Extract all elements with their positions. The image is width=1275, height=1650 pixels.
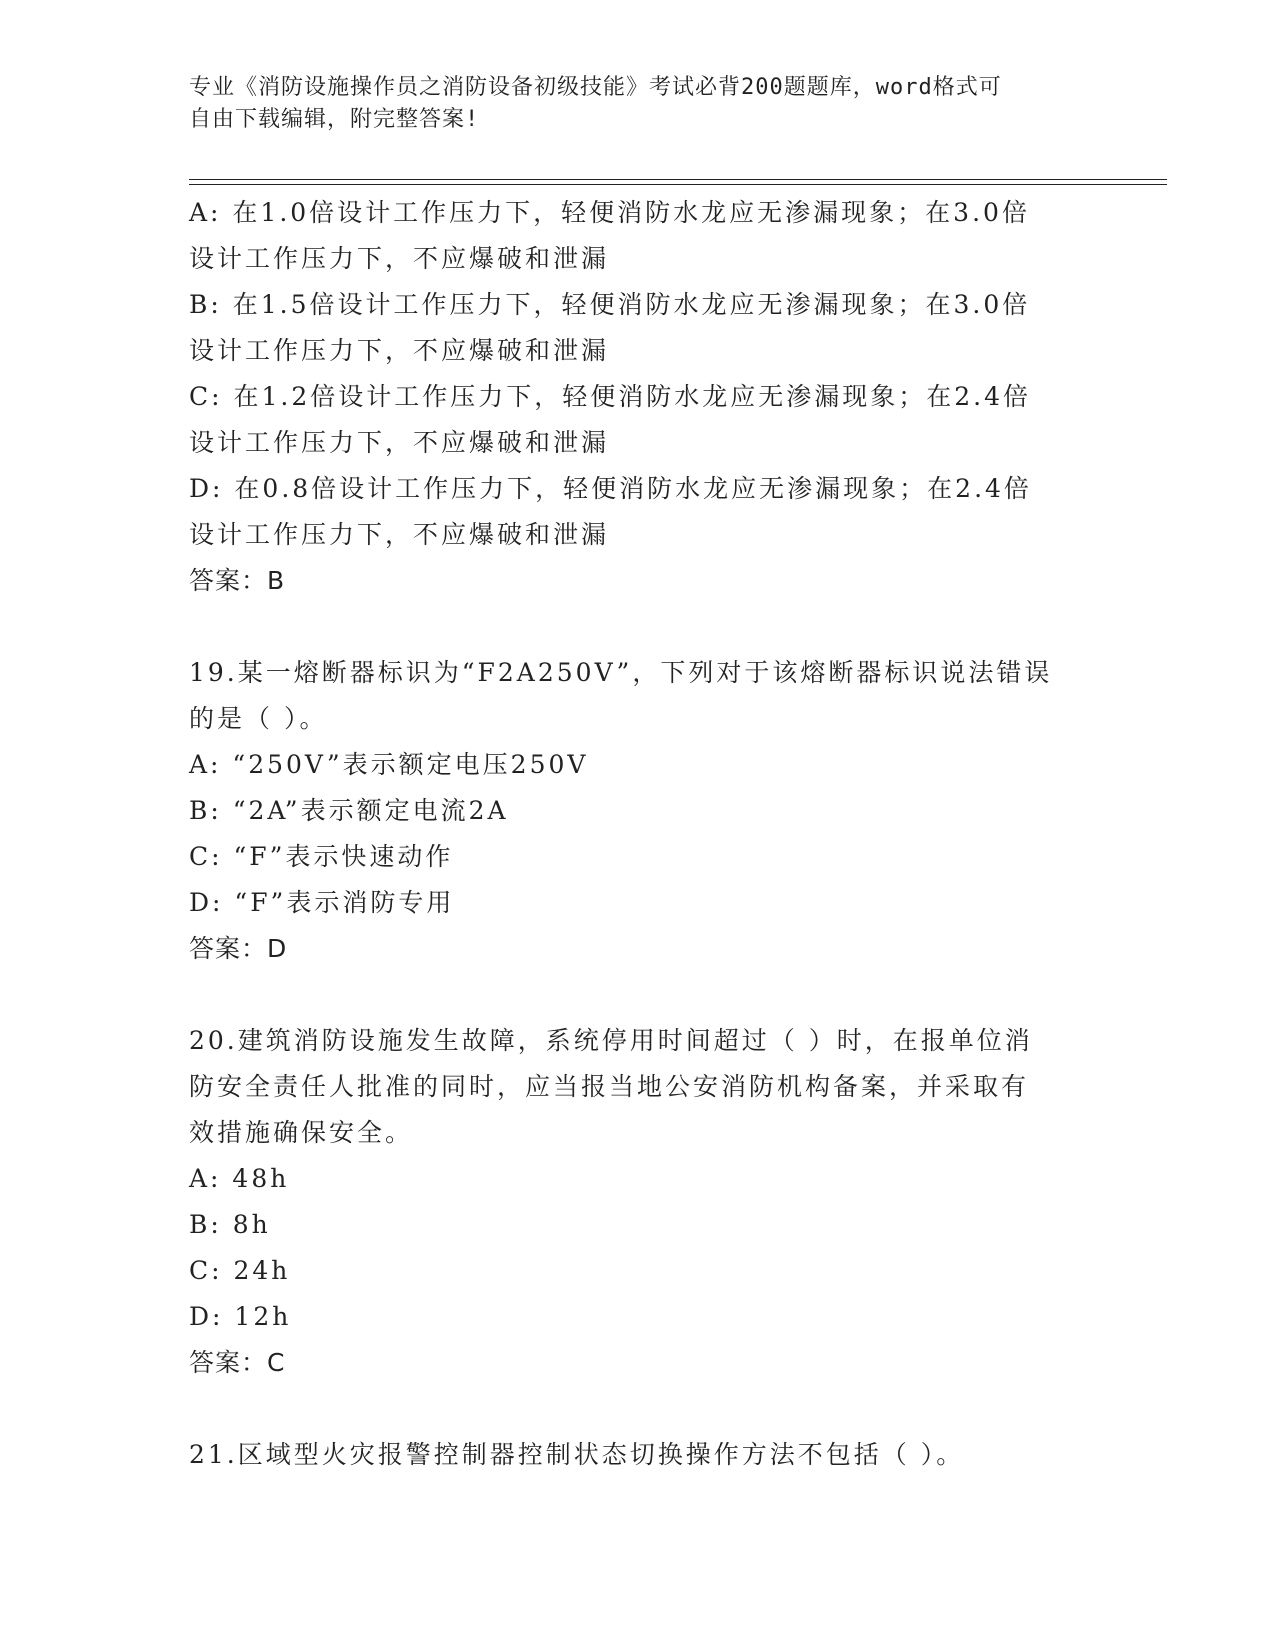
option-a-line-1: A: 在1.0倍设计工作压力下，轻便消防水龙应无渗漏现象；在3.0倍 [189, 198, 1030, 227]
option-b: B: 8h [189, 1210, 271, 1239]
question-19-stem-line-2: 的是（ ）。 [189, 704, 328, 733]
header-divider-bottom [189, 184, 1167, 185]
question-19-stem-line-1: 19.某一熔断器标识为“F2A250V”，下列对于该熔断器标识说法错误 [189, 658, 1053, 687]
question-20-stem-line-2: 防安全责任人批准的同时，应当报当地公安消防机构备案，并采取有 [189, 1072, 1030, 1101]
spacer [189, 604, 1089, 650]
question-20-stem-line-1: 20.建筑消防设施发生故障，系统停用时间超过（ ）时，在报单位消 [189, 1026, 1033, 1055]
option-d: D: “F”表示消防专用 [189, 888, 455, 917]
option-c: C: 24h [189, 1256, 291, 1285]
answer-18: 答案：B [189, 566, 286, 595]
option-a: A: 48h [189, 1164, 290, 1193]
header-divider-top [189, 179, 1167, 180]
spacer [189, 972, 1089, 1018]
option-b-line-1: B: 在1.5倍设计工作压力下，轻便消防水龙应无渗漏现象；在3.0倍 [189, 290, 1031, 319]
header-line-1: 专业《消防设施操作员之消防设备初级技能》考试必背200题题库，word格式可 [189, 75, 1002, 100]
question-20-stem-line-3: 效措施确保安全。 [189, 1118, 414, 1147]
question-19 [189, 650, 1089, 972]
option-d-line-1: D: 在0.8倍设计工作压力下，轻便消防水龙应无渗漏现象；在2.4倍 [189, 474, 1032, 503]
question-20 [189, 1018, 1089, 1386]
option-a-line-2: 设计工作压力下，不应爆破和泄漏 [189, 244, 610, 273]
question-21 [189, 1432, 1089, 1478]
option-d-line-2: 设计工作压力下，不应爆破和泄漏 [189, 520, 610, 549]
question-21-stem-line-1: 21.区域型火灾报警控制器控制状态切换操作方法不包括（ ）。 [189, 1440, 965, 1469]
answer-20: 答案：C [189, 1348, 286, 1377]
option-c-line-2: 设计工作压力下，不应爆破和泄漏 [189, 428, 610, 457]
option-a: A: “250V”表示额定电压250V [189, 750, 589, 779]
answer-19: 答案：D [189, 934, 288, 963]
option-c: C: “F”表示快速动作 [189, 842, 454, 871]
option-b-line-2: 设计工作压力下，不应爆破和泄漏 [189, 336, 610, 365]
option-c-line-1: C: 在1.2倍设计工作压力下，轻便消防水龙应无渗漏现象；在2.4倍 [189, 382, 1032, 411]
question-18-options [189, 190, 1089, 604]
header-line-2: 自由下载编辑，附完整答案! [189, 107, 480, 132]
option-b: B: “2A”表示额定电流2A [189, 796, 509, 825]
document-body [189, 190, 1089, 1478]
option-d: D: 12h [189, 1302, 292, 1331]
spacer [189, 1386, 1089, 1432]
document-header [189, 72, 1089, 136]
